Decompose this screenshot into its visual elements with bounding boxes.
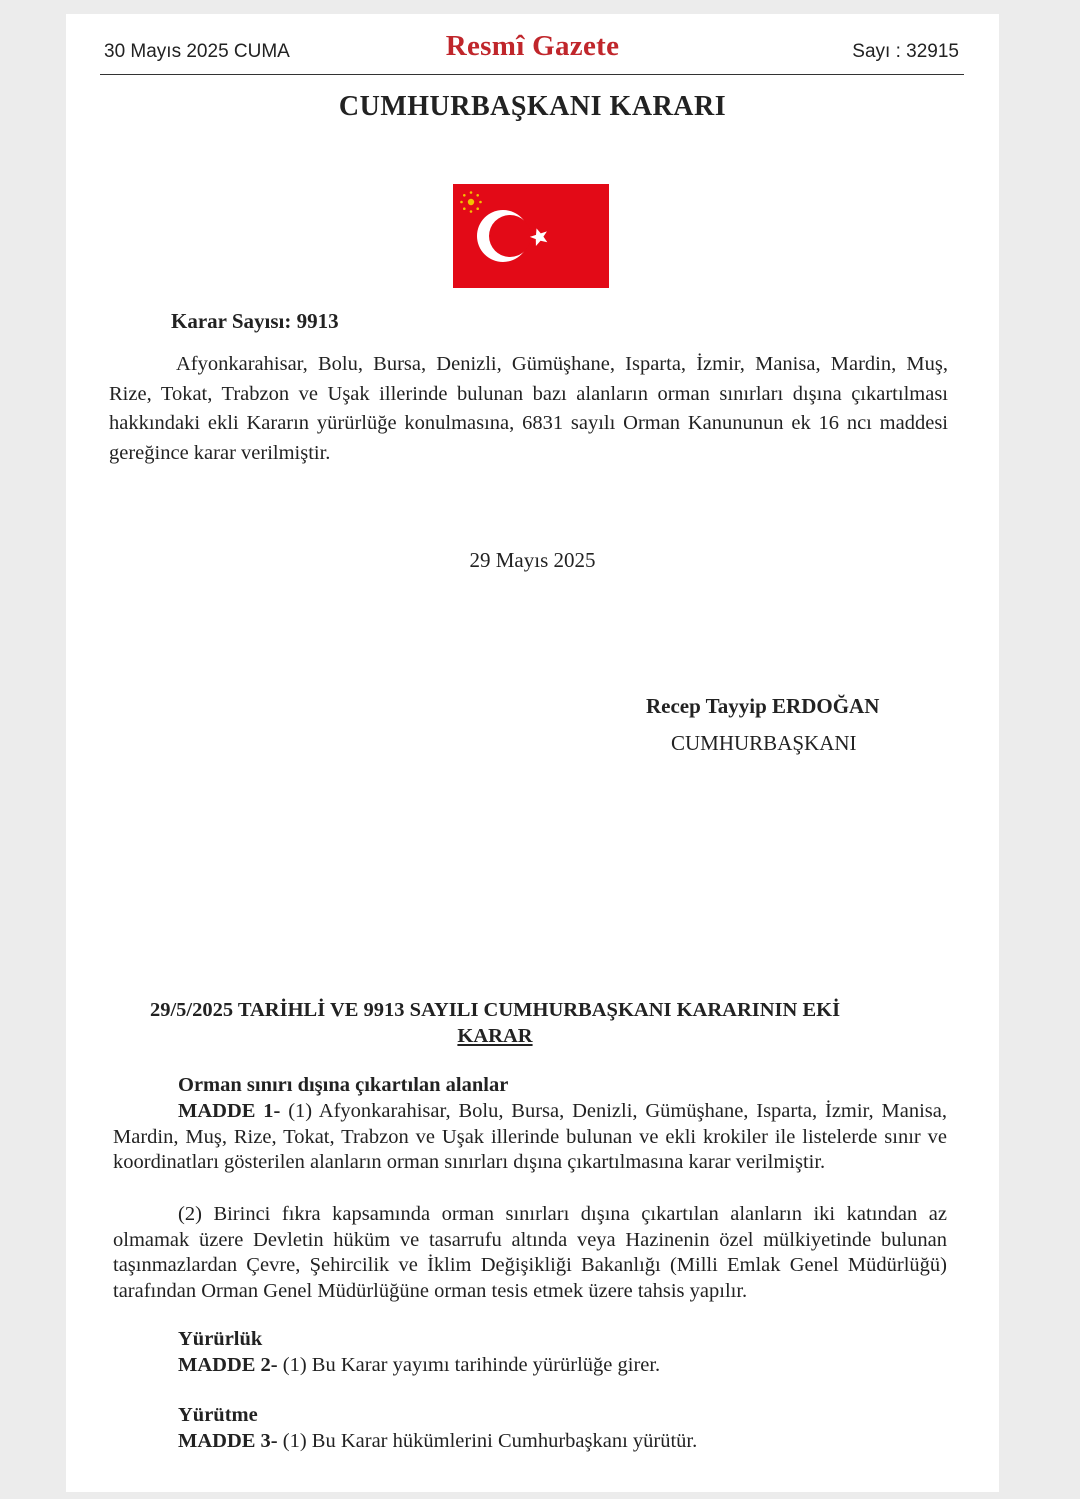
article-1-paragraph-1 bbox=[113, 1099, 947, 1176]
decision-text: Afyonkarahisar, Bolu, Bursa, Denizli, Gümüşhane, Isparta, İzmir, Manisa, Mardin, Muş, Rize, Tokat, Trabzon ve Uşak illerinde bulunan bazı alanların orman sınırları dışına çıkartılması hakkındaki ekli Kararın yürürlüğe konulmasına, 6831 sayılı Orman Kanununun ek 16 ncı maddesi gereğince karar verilmiştir. bbox=[109, 353, 948, 464]
signatory-name: Recep Tayyip ERDOĞAN bbox=[646, 694, 880, 718]
section-heading-forest-boundary: Orman sınırı dışına çıkartılan alanlar bbox=[178, 1074, 509, 1096]
annex-title-line1: 29/5/2025 TARİHLİ VE 9913 SAYILI CUMHURBAŞKANI KARARININ EKİ bbox=[149, 999, 841, 1021]
annex-title-line2 bbox=[66, 1023, 924, 1049]
article-2-label: MADDE 2- bbox=[178, 1354, 278, 1376]
gazette-page bbox=[66, 14, 999, 1492]
turkish-flag-icon bbox=[453, 184, 609, 288]
article-3-text: (1) Bu Karar hükümlerini Cumhurbaşkanı yürütür. bbox=[277, 1430, 698, 1452]
article-2-text: (1) Bu Karar yayımı tarihinde yürürlüğe girer. bbox=[277, 1354, 661, 1376]
annex-title bbox=[66, 997, 924, 1049]
page-title: CUMHURBAŞKANI KARARI bbox=[338, 91, 727, 122]
masthead: Resmî Gazete bbox=[445, 30, 620, 62]
section-heading-entry-into-force: Yürürlük bbox=[178, 1328, 263, 1350]
article-2 bbox=[178, 1353, 660, 1379]
header-issue-number: Sayı : 32915 bbox=[852, 41, 959, 62]
decision-number: Karar Sayısı: 9913 bbox=[171, 309, 339, 333]
section-heading-execution: Yürütme bbox=[178, 1404, 258, 1426]
annex-title-karar: KARAR bbox=[457, 1025, 533, 1047]
header-date: 30 Mayıs 2025 CUMA bbox=[104, 41, 290, 62]
article-1-text: (1) Afyonkarahisar, Bolu, Bursa, Denizli, Gümüşhane, Isparta, İzmir, Manisa, Mardin, Muş, Rize, Tokat, Trabzon ve Uşak illerinde bulunan ve ekli krokiler ile listelerde sınır ve koordinatları gösterilen alanların orman sınırları dışına çıkartılmasına karar verilmiştir. bbox=[113, 1100, 947, 1173]
article-3-label: MADDE 3- bbox=[178, 1430, 278, 1452]
signatory-title: CUMHURBAŞKANI bbox=[671, 731, 857, 755]
article-1-paragraph-2: (2) Birinci fıkra kapsamında orman sınırları dışına çıkartılan alanların iki katından az olmamak üzere Devletin hüküm ve tasarrufu altında veya Hazinenin özel mülkiyetinde bulunan taşınmazlardan Çevre, Şehircilik ve İklim Değişikliği Bakanlığı (Milli Emlak Genel Müdürlüğü) tarafından Orman Genel Müdürlüğüne orman tesis etmek üzere tahsis yapılır. bbox=[113, 1203, 947, 1302]
article-3 bbox=[178, 1429, 697, 1455]
header-divider bbox=[100, 74, 964, 75]
decision-date: 29 Mayıs 2025 bbox=[469, 548, 596, 572]
article-1-label: MADDE 1- bbox=[178, 1100, 281, 1122]
